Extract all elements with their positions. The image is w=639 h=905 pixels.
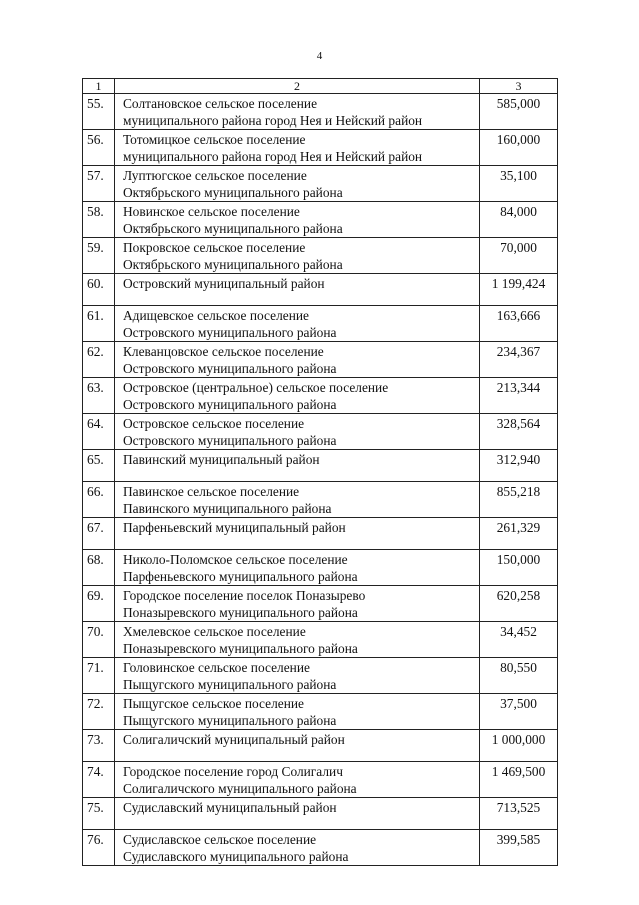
column-header-value: 3: [480, 79, 558, 94]
municipality-name: [115, 658, 480, 694]
row-number: 68.: [83, 550, 115, 586]
municipality-name-line: Луптюгское сельское поселение: [123, 168, 307, 183]
municipality-name: [115, 482, 480, 518]
municipality-name-line: Адищевское сельское поселение: [123, 308, 309, 323]
table-row: [83, 414, 558, 450]
allocation-value: 1 199,424: [480, 274, 558, 306]
municipality-name-line: Судиславское сельское поселение: [123, 832, 317, 847]
table-row: [83, 550, 558, 586]
page-number: 4: [316, 50, 323, 62]
table-row: [83, 238, 558, 274]
row-number: 59.: [83, 238, 115, 274]
row-number: 75.: [83, 798, 115, 830]
allocation-value: 80,550: [480, 658, 558, 694]
table-row: [83, 658, 558, 694]
municipality-name-line: Солигаличского муниципального района: [123, 781, 357, 796]
row-number: 62.: [83, 342, 115, 378]
municipality-name: [115, 762, 480, 798]
municipality-name-line: Пыщугского муниципального района: [123, 713, 337, 728]
table-row: [83, 694, 558, 730]
municipality-name: [115, 550, 480, 586]
table-row: [83, 274, 558, 306]
municipality-name-line: Поназыревского муниципального района: [123, 605, 358, 620]
row-number: 57.: [83, 166, 115, 202]
municipality-name-line: Парфеньевского муниципального района: [123, 569, 358, 584]
municipality-name-line: Городское поселение город Солигалич: [123, 764, 343, 779]
municipality-name: [115, 94, 480, 130]
row-number: 69.: [83, 586, 115, 622]
table-row: [83, 166, 558, 202]
allocation-value: 1 469,500: [480, 762, 558, 798]
municipality-name: [115, 694, 480, 730]
municipality-name-line: муниципального района город Нея и Нейский район: [123, 113, 423, 128]
municipality-name-line: Павинского муниципального района: [123, 501, 332, 516]
allocation-value: 399,585: [480, 830, 558, 866]
municipality-name-line: Павинский муниципальный район: [123, 452, 320, 467]
row-number: 76.: [83, 830, 115, 866]
municipality-name: [115, 586, 480, 622]
municipality-name-line: Солтановское сельское поселение: [123, 96, 318, 111]
municipality-name-line: Островского муниципального района: [123, 433, 337, 448]
municipality-name-line: Октябрьского муниципального района: [123, 185, 343, 200]
table-row: [83, 378, 558, 414]
municipality-name-line: Покровское сельское поселение: [123, 240, 306, 255]
municipality-name-line: Пыщугского муниципального района: [123, 677, 337, 692]
municipality-name-line: Островского муниципального района: [123, 325, 337, 340]
municipality-name-line: Новинское сельское поселение: [123, 204, 300, 219]
municipality-name: [115, 238, 480, 274]
table-row: [83, 450, 558, 482]
municipality-name: [115, 274, 480, 306]
municipality-name-line: Головинское сельское поселение: [123, 660, 310, 675]
municipality-name: [115, 166, 480, 202]
municipality-name-line: Пыщугское сельское поселение: [123, 696, 304, 711]
municipality-name: [115, 798, 480, 830]
municipality-name-line: Николо-Поломское сельское поселение: [123, 552, 348, 567]
municipality-name-line: Островский муниципальный район: [123, 276, 325, 291]
allocation-value: 70,000: [480, 238, 558, 274]
municipality-name-line: Клеванцовское сельское поселение: [123, 344, 324, 359]
municipality-name-line: Октябрьского муниципального района: [123, 221, 343, 236]
municipality-name: [115, 202, 480, 238]
municipality-name: [115, 730, 480, 762]
allocation-value: 312,940: [480, 450, 558, 482]
table-row: [83, 202, 558, 238]
municipality-name-line: Городское поселение поселок Поназырево: [123, 588, 366, 603]
table-row: [83, 622, 558, 658]
allocation-value: 37,500: [480, 694, 558, 730]
allocation-value: 328,564: [480, 414, 558, 450]
municipality-name: [115, 622, 480, 658]
municipality-name: [115, 342, 480, 378]
municipality-name-line: Островское (центральное) сельское поселение: [123, 380, 389, 395]
row-number: 61.: [83, 306, 115, 342]
municipality-name: [115, 306, 480, 342]
column-header-name: 2: [115, 79, 480, 94]
row-number: 58.: [83, 202, 115, 238]
row-number: 70.: [83, 622, 115, 658]
municipality-name-line: Поназыревского муниципального района: [123, 641, 358, 656]
allocation-value: 261,329: [480, 518, 558, 550]
allocation-value: 84,000: [480, 202, 558, 238]
row-number: 71.: [83, 658, 115, 694]
allocation-value: 585,000: [480, 94, 558, 130]
municipality-name-line: Хмелевское сельское поселение: [123, 624, 306, 639]
municipality-name: [115, 518, 480, 550]
allocation-value: 160,000: [480, 130, 558, 166]
allocation-value: 620,258: [480, 586, 558, 622]
allocation-value: 213,344: [480, 378, 558, 414]
table-row: [83, 342, 558, 378]
table-row: [83, 586, 558, 622]
table-row: [83, 130, 558, 166]
table-row: [83, 830, 558, 866]
municipality-name: [115, 130, 480, 166]
row-number: 64.: [83, 414, 115, 450]
table-row: [83, 798, 558, 830]
allocation-value: 855,218: [480, 482, 558, 518]
municipality-name-line: Парфеньевский муниципальный район: [123, 520, 346, 535]
allocation-value: 713,525: [480, 798, 558, 830]
table-row: [83, 482, 558, 518]
municipality-name-line: Павинское сельское поселение: [123, 484, 300, 499]
row-number: 67.: [83, 518, 115, 550]
municipality-name-line: Островское сельское поселение: [123, 416, 305, 431]
allocation-value: 234,367: [480, 342, 558, 378]
municipality-name: [115, 450, 480, 482]
allocation-value: 35,100: [480, 166, 558, 202]
row-number: 73.: [83, 730, 115, 762]
row-number: 65.: [83, 450, 115, 482]
table-header-row: [83, 79, 558, 94]
row-number: 72.: [83, 694, 115, 730]
row-number: 56.: [83, 130, 115, 166]
municipality-name: [115, 830, 480, 866]
column-header-number: 1: [83, 79, 115, 94]
municipality-name-line: муниципального района город Нея и Нейский район: [123, 149, 423, 164]
row-number: 55.: [83, 94, 115, 130]
table-body: [83, 79, 558, 866]
allocation-table: [82, 78, 558, 866]
table-row: [83, 730, 558, 762]
municipality-name-line: Солигаличский муниципальный район: [123, 732, 345, 747]
municipality-name: [115, 378, 480, 414]
allocation-value: 150,000: [480, 550, 558, 586]
municipality-name-line: Октябрьского муниципального района: [123, 257, 343, 272]
municipality-name-line: Тотомицкое сельское поселение: [123, 132, 306, 147]
row-number: 60.: [83, 274, 115, 306]
table-row: [83, 306, 558, 342]
municipality-name: [115, 414, 480, 450]
table-row: [83, 762, 558, 798]
row-number: 66.: [83, 482, 115, 518]
municipality-name-line: Островского муниципального района: [123, 397, 337, 412]
municipality-name-line: Судиславского муниципального района: [123, 849, 349, 864]
municipality-name-line: Судиславский муниципальный район: [123, 800, 337, 815]
allocation-value: 163,666: [480, 306, 558, 342]
allocation-value: 1 000,000: [480, 730, 558, 762]
municipality-name-line: Островского муниципального района: [123, 361, 337, 376]
row-number: 74.: [83, 762, 115, 798]
allocation-value: 34,452: [480, 622, 558, 658]
table-row: [83, 518, 558, 550]
table-row: [83, 94, 558, 130]
row-number: 63.: [83, 378, 115, 414]
